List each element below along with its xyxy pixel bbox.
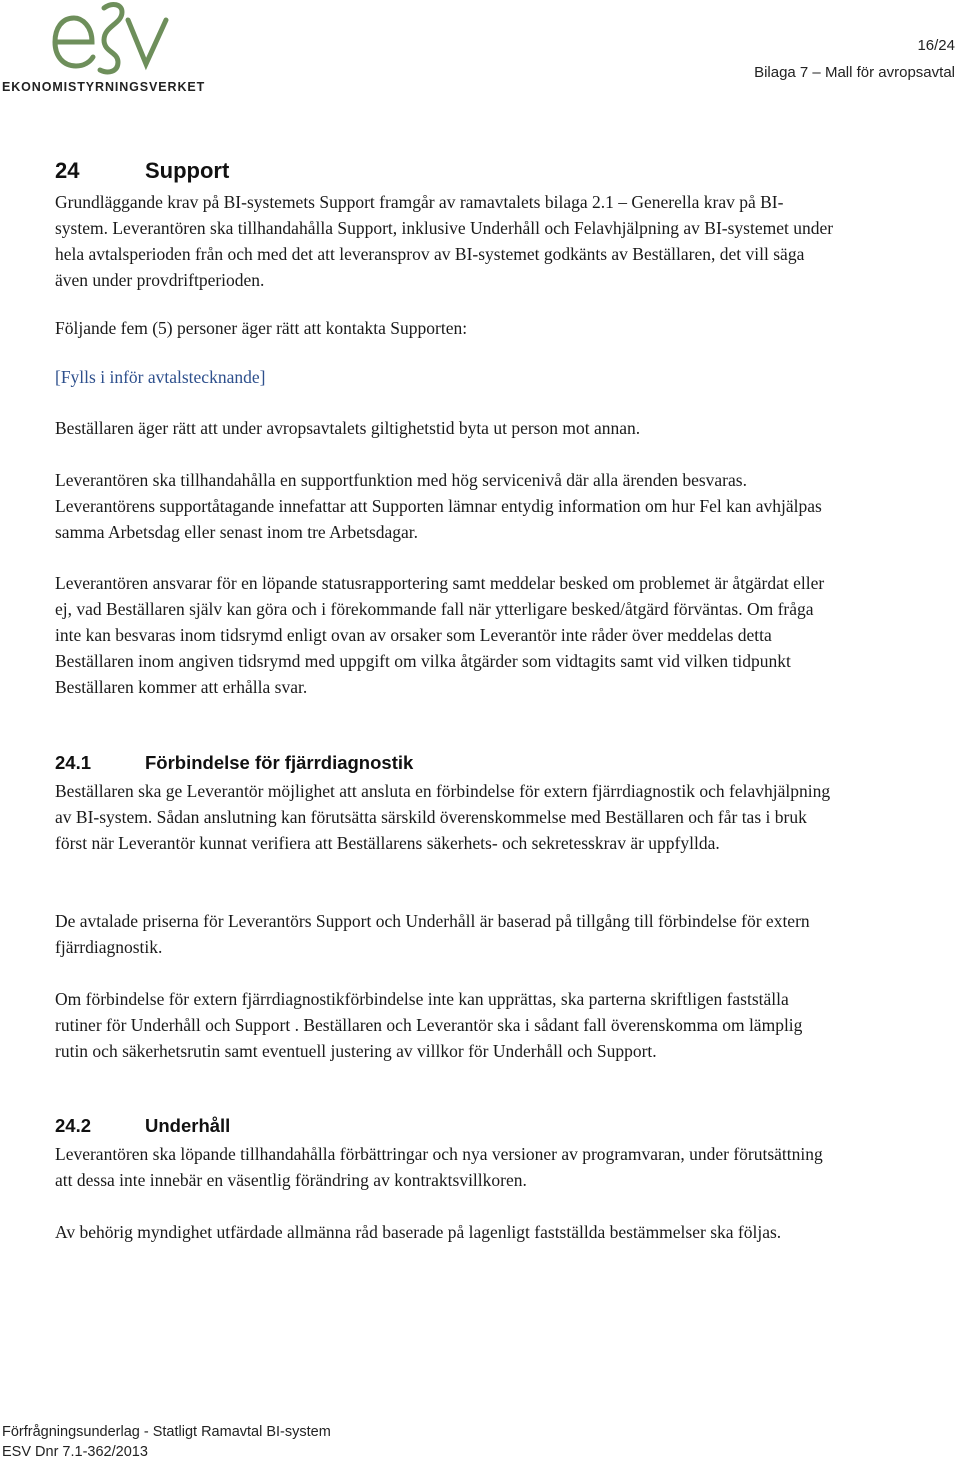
paragraph: Leverantören ska löpande tillhandahålla förbättringar och nya versioner av programvaran, under förutsättning att dessa inte innebär en väsentlig förändring av kontraktsvillkoren. (55, 1144, 823, 1190)
paragraph: Av behörig myndighet utfärdade allmänna råd baserade på lagenligt fastställda bestämmelser ska följas. (55, 1222, 782, 1242)
section-number: 24.2 (55, 1115, 92, 1136)
section-title: Förbindelse för fjärrdiagnostik (145, 752, 414, 773)
section-title: Support (145, 158, 230, 183)
footer-document-title: Förfrågningsunderlag - Statligt Ramavtal BI-system (2, 1424, 331, 1440)
paragraph: Följande fem (5) personer äger rätt att kontakta Supporten: (55, 318, 468, 338)
section-number: 24.1 (55, 752, 92, 773)
paragraph: Beställaren ska ge Leverantör möjlighet att ansluta en förbindelse för extern fjärrdiagnostik och felavhjälpning av BI-system. Sådan anslutning kan förutsätta särskild överenskommelse med Beställaren och får tas i bruk först när Leverantör kunnat verifiera att Beställarens säkerhets- och sekretesskrav är uppfyllda. (55, 781, 831, 853)
section-number: 24 (55, 158, 80, 183)
paragraph: De avtalade priserna för Leverantörs Support och Underhåll är baserad på tillgång till förbindelse för extern fjärrdiagnostik. (55, 911, 810, 957)
esv-logo-mark-icon (0, 0, 230, 80)
placeholder-text: [Fylls i inför avtalstecknande] (55, 367, 266, 387)
section-heading-24-2 (55, 1115, 230, 1137)
paragraph: Om förbindelse för extern fjärrdiagnostikförbindelse inte kan upprättas, ska parterna skriftligen fastställa rutiner för Underhåll och Support . Beställaren och Leverantör ska i sådant fall överenskomma om lämplig rutin och säkerhetsrutin samt eventuell justering av villkor för Underhåll och Support. (55, 989, 803, 1061)
paragraph: Leverantören ska tillhandahålla en supportfunktion med hög servicenivå där alla ärenden besvaras. Leverantörens supportåtagande innefattar att Supporten lämnar entydig information om hur Fel kan avhjälpas samma Arbetsdag eller senast inom tre Arbetsdagar. (55, 470, 822, 542)
page-number: 16/24 (917, 37, 955, 54)
attachment-label: Bilaga 7 – Mall för avropsavtal (754, 64, 955, 81)
section-heading-24-1 (55, 752, 413, 774)
section-heading-24 (55, 158, 229, 184)
logo-wordmark: EKONOMISTYRNINGSVERKET (2, 80, 206, 94)
paragraph: Leverantören ansvarar för en löpande statusrapportering samt meddelar besked om problemet är åtgärdat eller ej, vad Beställaren själv kan göra och i förekommande fall när ytterligare besked/åtgärd förväntas. Om fråga inte kan besvaras inom tidsrymd enligt ovan av orsaker som Leverantör inte råder över meddelas detta Beställaren inom angiven tidsrymd med uppgift om vilka åtgärder som vidtagits samt vid vilken tidpunkt Beställaren kommer att erhålla svar. (55, 573, 825, 697)
section-title: Underhåll (145, 1115, 231, 1136)
footer-reference-number: ESV Dnr 7.1-362/2013 (2, 1444, 148, 1460)
paragraph: Grundläggande krav på BI-systemets Support framgår av ramavtalets bilaga 2.1 – Generella krav på BI-system. Leverantören ska tillhandahålla Support, inklusive Underhåll och Felavhjälpning av BI-systemet under hela avtalsperioden från och med det att leveransprov av BI-systemet godkänts av Beställaren, det vill säga även under provdriftperioden. (55, 192, 834, 290)
paragraph: Beställaren äger rätt att under avropsavtalets giltighetstid byta ut person mot annan. (55, 418, 641, 438)
